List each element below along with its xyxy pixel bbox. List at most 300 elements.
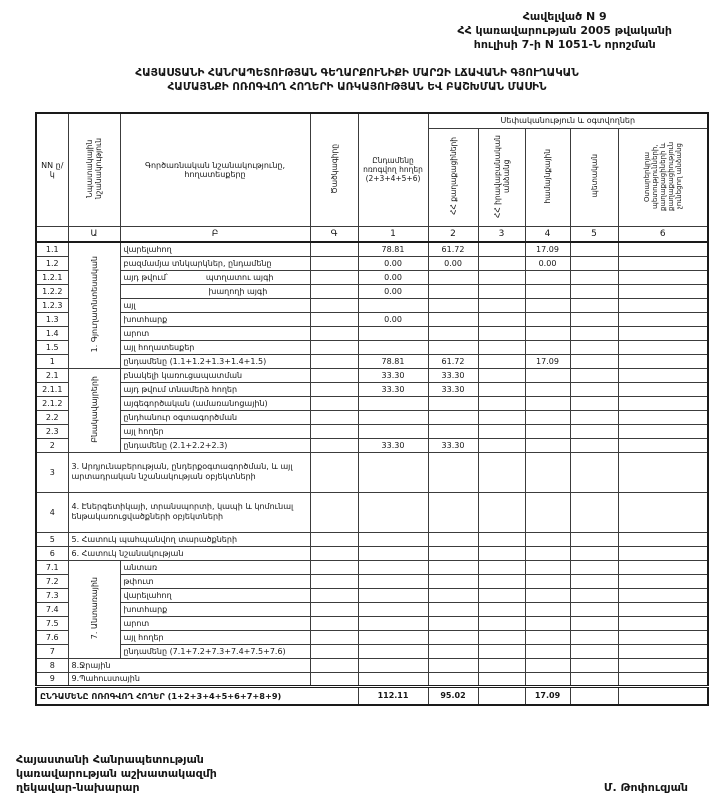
- value-col-5: [570, 298, 618, 312]
- value-col-2: 33.30: [428, 368, 478, 382]
- value-col-2: 33.30: [428, 382, 478, 396]
- row-label: արոտ: [120, 326, 310, 340]
- code-value: [310, 284, 358, 298]
- value-col-1: 0.00: [358, 284, 428, 298]
- value-col-3: [478, 396, 525, 410]
- code-value: [310, 396, 358, 410]
- value-col-6: [618, 340, 708, 354]
- code-value: [310, 644, 358, 658]
- header-row-1: [36, 113, 708, 128]
- value-col-1: [358, 630, 428, 644]
- value-col-3: [478, 312, 525, 326]
- code-value: [310, 492, 358, 532]
- code-value: [310, 616, 358, 630]
- table-row-8: [36, 658, 708, 672]
- code-value: [310, 270, 358, 284]
- column-letter-5: 2: [428, 226, 478, 242]
- value-col-1: [358, 546, 428, 560]
- value-col-1: [358, 492, 428, 532]
- row-number: 7.3: [36, 588, 68, 602]
- column-letter-6: 3: [478, 226, 525, 242]
- table-row-7.2: [36, 574, 708, 588]
- title-line-1: ՀԱՅԱՍՏԱՆԻ ՀԱՆՐԱՊԵՏՈՒԹՅԱՆ ԳԵՂԱՐՔՈՒՆԻՔԻ ՄԱՐԶԻ ԼՃԱՎԱՆԻ ԳՅՈՒՂԱԿԱՆ: [135, 67, 579, 79]
- value-col-4: [525, 616, 570, 630]
- code-value: [310, 672, 358, 686]
- value-col-6: [618, 560, 708, 574]
- value-col-1: [358, 574, 428, 588]
- value-col-4: [525, 492, 570, 532]
- col-header-functional: Գործառնական նշանակությունը, հողատեսքերը: [120, 113, 310, 226]
- row-label: 4. Էներգետիկայի, տրանսպորտի, կապի և կոմունալ ենթակառուցվածքների օբյեկտների: [68, 492, 310, 532]
- value-col-3: [478, 616, 525, 630]
- table-row-3: [36, 452, 708, 492]
- code-value: [310, 382, 358, 396]
- value-col-3: [478, 340, 525, 354]
- grand-total-col-2: 95.02: [428, 686, 478, 705]
- value-col-2: [428, 298, 478, 312]
- row-label: այգեգործական (ամառանոցային): [120, 396, 310, 410]
- value-col-6: [618, 574, 708, 588]
- value-col-6: [618, 354, 708, 368]
- table-row-7.1: [36, 560, 708, 574]
- value-col-5: [570, 326, 618, 340]
- value-col-6: [618, 492, 708, 532]
- value-col-3: [478, 242, 525, 256]
- code-value: [310, 602, 358, 616]
- value-col-5: [570, 616, 618, 630]
- value-col-6: [618, 424, 708, 438]
- table-body: [36, 242, 708, 705]
- grand-total-col-1: 112.11: [358, 686, 428, 705]
- signatory-line-3: ղեկավար-նախարար: [16, 781, 140, 794]
- code-value: [310, 546, 358, 560]
- table-row-2: [36, 438, 708, 452]
- table-row-2.3: [36, 424, 708, 438]
- table-row-7.4: [36, 602, 708, 616]
- value-col-5: [570, 492, 618, 532]
- page-title: [0, 66, 714, 94]
- value-col-1: [358, 326, 428, 340]
- value-col-5: [570, 340, 618, 354]
- table-row-7: [36, 644, 708, 658]
- row-label: խաղողի այգի: [120, 284, 310, 298]
- value-col-6: [618, 616, 708, 630]
- value-col-2: [428, 658, 478, 672]
- value-col-1: [358, 644, 428, 658]
- grand-total-label: ԸՆԴԱՄԵՆԸ ՈՌՈԳՎՈՂ ՀՈՂԵՐ (1+2+3+4+5+6+7+8+9): [36, 686, 358, 705]
- code-value: [310, 560, 358, 574]
- row-label: արոտ: [120, 616, 310, 630]
- value-col-2: [428, 630, 478, 644]
- value-col-6: [618, 588, 708, 602]
- value-col-4: [525, 424, 570, 438]
- value-col-2: [428, 616, 478, 630]
- value-col-6: [618, 256, 708, 270]
- row-label: բնակելի կառուցապատման: [120, 368, 310, 382]
- value-col-5: [570, 382, 618, 396]
- value-col-4: [525, 452, 570, 492]
- value-col-1: [358, 672, 428, 686]
- row-label: բազմամյա տնկարկներ, ընդամենը: [120, 256, 310, 270]
- value-col-2: 61.72: [428, 242, 478, 256]
- value-col-4: [525, 312, 570, 326]
- code-value: [310, 340, 358, 354]
- table-row-1.2.1: [36, 270, 708, 284]
- col-header-nn: NN ը/կ: [36, 113, 68, 226]
- col-header-purpose: Նպատակային նշանակություն: [68, 113, 120, 226]
- signatory-line-2: կառավարության աշխատակազմի: [16, 767, 217, 780]
- value-col-6: [618, 326, 708, 340]
- row-label: ընդամենը (7.1+7.2+7.3+7.4+7.5+7.6): [120, 644, 310, 658]
- column-letter-8: 5: [570, 226, 618, 242]
- row-number: 6: [36, 546, 68, 560]
- value-col-4: [525, 658, 570, 672]
- value-col-1: [358, 616, 428, 630]
- col-header-total: Ընդամենը ոռոգվող հողեր (2+3+4+5+6): [358, 113, 428, 226]
- column-letter-0: [36, 226, 68, 242]
- value-col-1: [358, 410, 428, 424]
- table-row-1.5: [36, 340, 708, 354]
- value-col-1: 33.30: [358, 438, 428, 452]
- value-col-2: [428, 396, 478, 410]
- column-letter-7: 4: [525, 226, 570, 242]
- value-col-4: [525, 326, 570, 340]
- value-col-4: [525, 560, 570, 574]
- value-col-3: [478, 256, 525, 270]
- table-row-2.1.2: [36, 396, 708, 410]
- value-col-3: [478, 424, 525, 438]
- value-col-2: 0.00: [428, 256, 478, 270]
- value-col-3: [478, 284, 525, 298]
- table-row-9: [36, 672, 708, 686]
- value-col-3: [478, 588, 525, 602]
- value-col-4: 0.00: [525, 256, 570, 270]
- row-label: ընդամենը (1.1+1.2+1.3+1.4+1.5): [120, 354, 310, 368]
- code-value: [310, 588, 358, 602]
- value-col-3: [478, 270, 525, 284]
- value-col-2: [428, 452, 478, 492]
- table-row-1.1: [36, 242, 708, 256]
- col-header-code: Ծածկագիրը: [310, 113, 358, 226]
- value-col-3: [478, 644, 525, 658]
- column-letter-3: Գ: [310, 226, 358, 242]
- value-col-3: [478, 452, 525, 492]
- row-label: 8.Ջրային: [68, 658, 310, 672]
- section-label-text: 7. Անտառային: [89, 576, 99, 640]
- column-letter-4: 1: [358, 226, 428, 242]
- value-col-6: [618, 368, 708, 382]
- row-number: 7: [36, 644, 68, 658]
- appendix-line-2: ՀՀ կառավարության 2005 թվականի: [457, 24, 672, 37]
- row-number: 1: [36, 354, 68, 368]
- code-value: [310, 298, 358, 312]
- signatory-title: [16, 753, 217, 795]
- value-col-6: [618, 298, 708, 312]
- value-col-5: [570, 546, 618, 560]
- value-col-2: [428, 560, 478, 574]
- value-col-4: [525, 532, 570, 546]
- row-number: 2.1.2: [36, 396, 68, 410]
- code-value: [310, 574, 358, 588]
- row-number: 1.2: [36, 256, 68, 270]
- table-row-1.2.3: [36, 298, 708, 312]
- col-header-legal: ՀՀ իրավաբանական անձանց: [478, 128, 525, 226]
- row-label: 6. Հատուկ նշանակության: [68, 546, 310, 560]
- row-number: 3: [36, 452, 68, 492]
- value-col-1: [358, 658, 428, 672]
- section-label-text: 1. Գյուղատնտեսական: [89, 256, 99, 353]
- value-col-6: [618, 658, 708, 672]
- land-table: [35, 112, 709, 706]
- row-number: 1.2.1: [36, 270, 68, 284]
- value-col-6: [618, 630, 708, 644]
- value-col-1: [358, 602, 428, 616]
- row-number: 1.2.3: [36, 298, 68, 312]
- value-col-2: [428, 410, 478, 424]
- value-col-3: [478, 382, 525, 396]
- col-header-citizens: ՀՀ քաղաքացիների: [428, 128, 478, 226]
- code-value: [310, 256, 358, 270]
- value-col-1: [358, 452, 428, 492]
- value-col-5: [570, 630, 618, 644]
- value-col-2: [428, 326, 478, 340]
- value-col-2: [428, 588, 478, 602]
- value-col-3: [478, 560, 525, 574]
- value-col-4: [525, 410, 570, 424]
- value-col-5: [570, 354, 618, 368]
- table-row-7.3: [36, 588, 708, 602]
- code-value: [310, 424, 358, 438]
- value-col-1: 0.00: [358, 256, 428, 270]
- row-number: 2.3: [36, 424, 68, 438]
- row-number: 7.6: [36, 630, 68, 644]
- value-col-5: [570, 588, 618, 602]
- grand-total-col-3: [478, 686, 525, 705]
- row-number: 1.3: [36, 312, 68, 326]
- value-col-3: [478, 658, 525, 672]
- row-number: 2.1: [36, 368, 68, 382]
- row-label: վարելահող: [120, 242, 310, 256]
- value-col-4: [525, 270, 570, 284]
- value-col-6: [618, 242, 708, 256]
- value-col-6: [618, 546, 708, 560]
- value-col-1: [358, 396, 428, 410]
- value-col-2: [428, 532, 478, 546]
- row-label: այլ հողատեսքեր: [120, 340, 310, 354]
- code-value: [310, 532, 358, 546]
- section-label: [68, 242, 120, 368]
- value-col-4: [525, 672, 570, 686]
- value-col-2: [428, 312, 478, 326]
- table-row-1.4: [36, 326, 708, 340]
- value-col-2: [428, 546, 478, 560]
- value-col-4: 17.09: [525, 242, 570, 256]
- row-number: 1.4: [36, 326, 68, 340]
- grand-total-col-6: [618, 686, 708, 705]
- value-col-4: [525, 644, 570, 658]
- table-row-2.1: [36, 368, 708, 382]
- value-col-3: [478, 630, 525, 644]
- row-label: ընդամենը (2.1+2.2+2.3): [120, 438, 310, 452]
- code-value: [310, 242, 358, 256]
- table-row-1: [36, 354, 708, 368]
- row-label-part-1: այդ թվում՝: [123, 272, 168, 282]
- value-col-3: [478, 368, 525, 382]
- section-label: [68, 560, 120, 658]
- row-number: 8: [36, 658, 68, 672]
- row-label: 5. Հատուկ պահպանվող տարածքների: [68, 532, 310, 546]
- value-col-5: [570, 410, 618, 424]
- value-col-5: [570, 256, 618, 270]
- row-number: 2.1.1: [36, 382, 68, 396]
- value-col-1: 0.00: [358, 270, 428, 284]
- row-number: 7.5: [36, 616, 68, 630]
- value-col-5: [570, 242, 618, 256]
- value-col-1: [358, 532, 428, 546]
- value-col-5: [570, 644, 618, 658]
- value-col-5: [570, 424, 618, 438]
- value-col-2: [428, 574, 478, 588]
- value-col-6: [618, 270, 708, 284]
- value-col-4: [525, 602, 570, 616]
- value-col-6: [618, 438, 708, 452]
- title-line-2: ՀԱՄԱՅՆՔԻ ՈՌՈԳՎՈՂ ՀՈՂԵՐԻ ԱՌԿԱՅՈՒԹՅԱՆ ԵՎ ԲԱՇԽՄԱՆ ՄԱՍԻՆ: [167, 81, 547, 93]
- value-col-5: [570, 658, 618, 672]
- table-row-1.2.2: [36, 284, 708, 298]
- value-col-4: [525, 382, 570, 396]
- value-col-4: [525, 368, 570, 382]
- value-col-5: [570, 532, 618, 546]
- value-col-4: [525, 630, 570, 644]
- value-col-4: [525, 438, 570, 452]
- value-col-5: [570, 574, 618, 588]
- row-number: 9: [36, 672, 68, 686]
- value-col-1: 33.30: [358, 368, 428, 382]
- value-col-4: [525, 340, 570, 354]
- code-value: [310, 630, 358, 644]
- col-header-foreign: Օտարերկրյա պետությունների, քաղաքացիների և քաղաքացիություն չունեցող անձանց: [618, 128, 708, 226]
- row-label: թփուտ: [120, 574, 310, 588]
- row-label: խոտհարք: [120, 312, 310, 326]
- row-label: ընդհանուր օգտագործման: [120, 410, 310, 424]
- value-col-6: [618, 396, 708, 410]
- value-col-5: [570, 284, 618, 298]
- value-col-4: [525, 396, 570, 410]
- row-number: 7.2: [36, 574, 68, 588]
- value-col-3: [478, 492, 525, 532]
- appendix-line-1: Հավելված N 9: [522, 10, 607, 23]
- value-col-6: [618, 672, 708, 686]
- value-col-1: [358, 588, 428, 602]
- value-col-3: [478, 602, 525, 616]
- row-number: 7.4: [36, 602, 68, 616]
- value-col-6: [618, 532, 708, 546]
- value-col-3: [478, 438, 525, 452]
- appendix-header: [457, 10, 672, 52]
- row-label: այդ թվում տնամերձ հողեր: [120, 382, 310, 396]
- value-col-3: [478, 532, 525, 546]
- value-col-4: 17.09: [525, 354, 570, 368]
- col-header-community: համայնքային: [525, 128, 570, 226]
- code-value: [310, 452, 358, 492]
- value-col-5: [570, 368, 618, 382]
- value-col-6: [618, 312, 708, 326]
- value-col-3: [478, 326, 525, 340]
- value-col-2: [428, 424, 478, 438]
- value-col-6: [618, 382, 708, 396]
- value-col-1: [358, 424, 428, 438]
- appendix-line-3: հուլիսի 7-ի N 1051-Ն որոշման: [473, 38, 656, 51]
- table-row-6: [36, 546, 708, 560]
- row-number: 1.1: [36, 242, 68, 256]
- table-row-7.5: [36, 616, 708, 630]
- value-col-4: [525, 588, 570, 602]
- value-col-4: [525, 546, 570, 560]
- value-col-6: [618, 602, 708, 616]
- code-value: [310, 438, 358, 452]
- section-label: [68, 368, 120, 452]
- value-col-6: [618, 452, 708, 492]
- column-letter-1: Ա: [68, 226, 120, 242]
- code-value: [310, 410, 358, 424]
- row-number: 1.5: [36, 340, 68, 354]
- table-row-1.3: [36, 312, 708, 326]
- code-value: [310, 312, 358, 326]
- col-header-state: պետական: [570, 128, 618, 226]
- code-value: [310, 658, 358, 672]
- value-col-5: [570, 312, 618, 326]
- row-number: 2: [36, 438, 68, 452]
- value-col-2: [428, 270, 478, 284]
- table-row-4: [36, 492, 708, 532]
- code-value: [310, 354, 358, 368]
- value-col-1: 33.30: [358, 382, 428, 396]
- row-number: 7.1: [36, 560, 68, 574]
- value-col-1: 78.81: [358, 242, 428, 256]
- code-value: [310, 326, 358, 340]
- value-col-5: [570, 560, 618, 574]
- column-letter-2: Բ: [120, 226, 310, 242]
- col-group-ownership: Սեփականություն և օգտվողներ: [428, 113, 708, 128]
- row-label: 9.Պահուստային: [68, 672, 310, 686]
- row-label: վարելահող: [120, 588, 310, 602]
- row-number: 1.2.2: [36, 284, 68, 298]
- value-col-4: [525, 574, 570, 588]
- row-label: այլ հողեր: [120, 424, 310, 438]
- value-col-1: [358, 560, 428, 574]
- value-col-1: [358, 298, 428, 312]
- column-letter-9: 6: [618, 226, 708, 242]
- code-value: [310, 368, 358, 382]
- letters-row: [36, 226, 708, 242]
- table-row-2.1.1: [36, 382, 708, 396]
- value-col-2: 33.30: [428, 438, 478, 452]
- value-col-2: [428, 672, 478, 686]
- value-col-1: 0.00: [358, 312, 428, 326]
- value-col-4: [525, 298, 570, 312]
- value-col-3: [478, 410, 525, 424]
- signatory-name: Մ. Թոփուզյան: [603, 781, 688, 794]
- value-col-1: [358, 340, 428, 354]
- value-col-5: [570, 396, 618, 410]
- value-col-4: [525, 284, 570, 298]
- row-label: այլ հողեր: [120, 630, 310, 644]
- value-col-2: [428, 644, 478, 658]
- value-col-2: [428, 340, 478, 354]
- row-label: 3. Արդյունաբերության, ընդերքօգտագործման, և այլ արտադրական նշանակության օբյեկտների: [68, 452, 310, 492]
- table-row-7.6: [36, 630, 708, 644]
- value-col-2: [428, 284, 478, 298]
